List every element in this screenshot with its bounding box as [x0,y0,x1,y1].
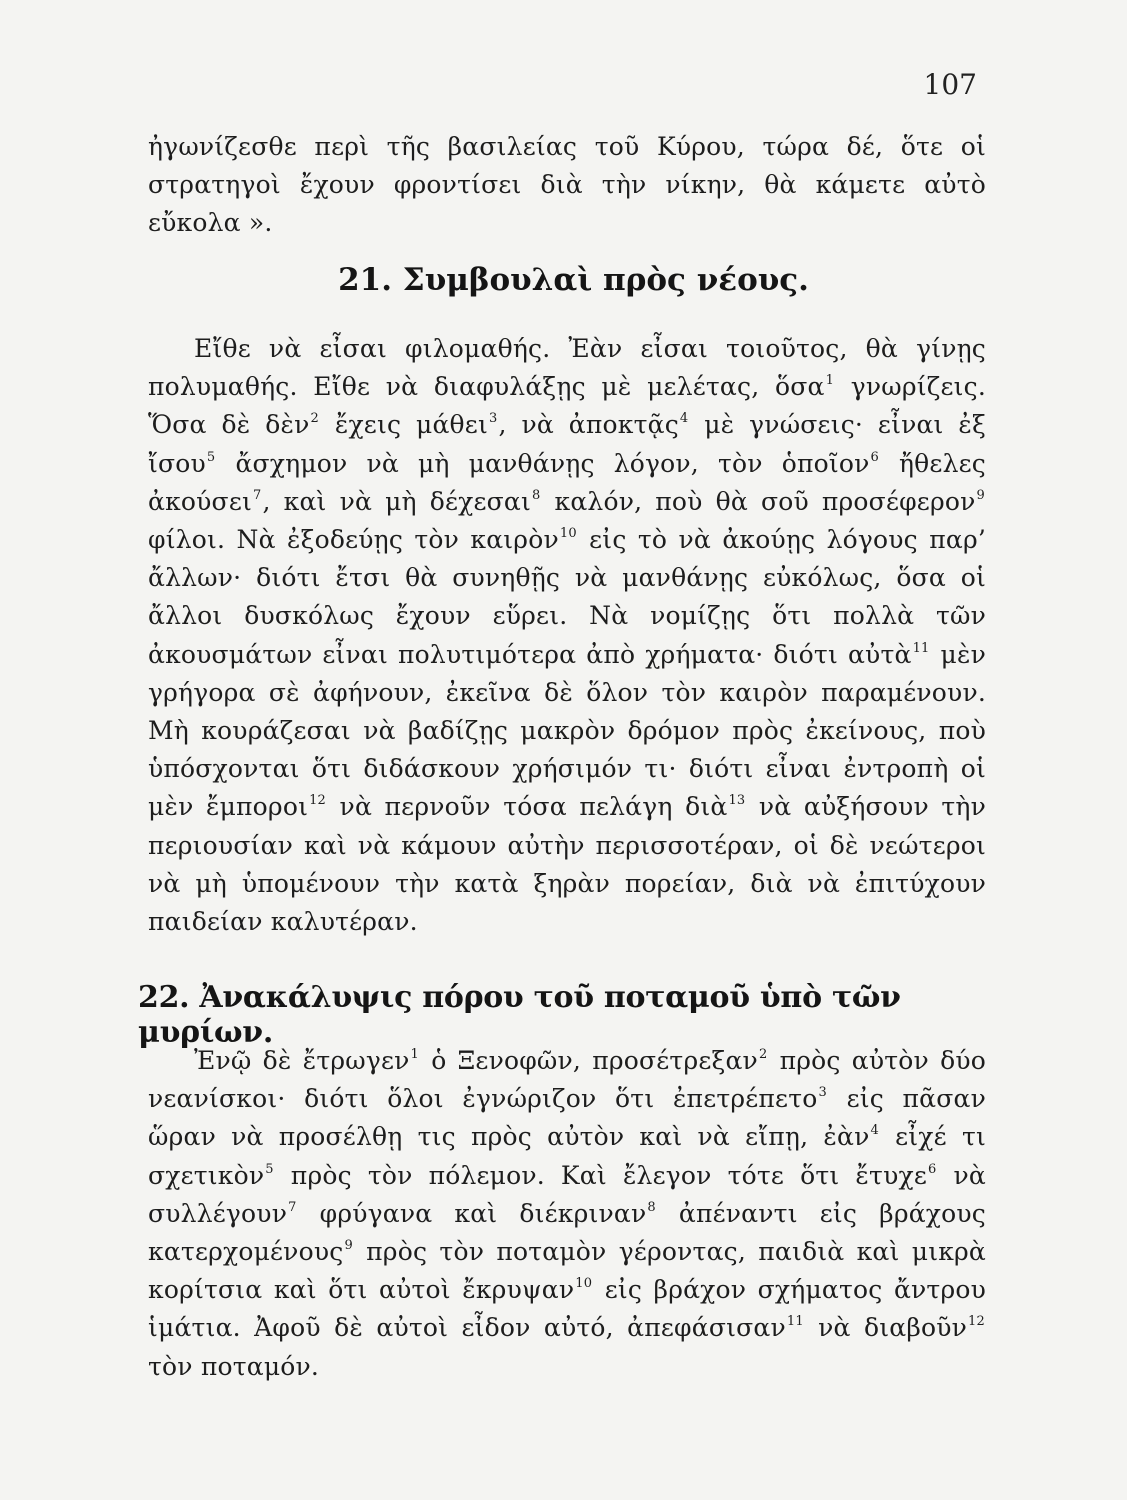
text-segment: πρὸς τὸν πόλεμον. Καὶ ἔλεγον τότε ὅτι ἔτυχε [274,1160,927,1190]
footnote-marker: 4 [870,1123,879,1139]
section-21-paragraph [148,330,986,941]
footnote-marker: 5 [265,1161,274,1177]
footnote-marker: 2 [758,1047,768,1062]
section-21-heading: 21. Συμβουλαὶ πρὸς νέους. [338,262,809,298]
text-segment: ἀπέναντι εἰς βράχους κατερχομένους [148,1198,986,1267]
text-segment: γνωρίζεις. Ὅσα δὲ δὲν [148,372,986,440]
text-segment: νὰ διαβοῦν [804,1313,968,1343]
text-segment: εἶχέ τι σχετικὸν [148,1122,987,1190]
footnote-marker: 9 [344,1238,353,1254]
text-segment: ἔχεις μάθει [319,410,488,440]
footnote-marker: 13 [728,793,746,809]
text-segment: νὰ αὐξήσουν τὴν περιουσίαν καὶ νὰ κάμουν αὐτὴν περισσοτέραν, οἱ δὲ νεώτεροι νὰ μὴ ὑπομένουν τὴν κατὰ ξηρὰν πορείαν, διὰ νὰ ἐπιτύχουν παιδείαν καλυτέραν. [148,792,986,937]
footnote-marker: 2 [310,411,319,427]
footnote-marker: 9 [976,487,985,503]
continuation-text [148,128,986,243]
footnote-marker: 5 [206,449,216,465]
text-segment: τὸν ποταμόν. [148,1351,320,1381]
text-segment: ἄσχημον νὰ μὴ μανθάνῃς λόγον, τὸν ὁποῖον [216,448,870,478]
section-21-body [148,330,986,941]
text-segment: ἤθελες ἀκούσει [148,448,986,516]
footnote-marker: 1 [825,373,835,389]
section-22-paragraph [148,1042,986,1386]
section-22-body [148,1042,986,1386]
text-segment: μὲν γρήγορα σὲ ἀφήνουν, ἐκεῖνα δὲ ὅλον τὸν καιρὸν παραμένουν. Μὴ κουράζεσαι νὰ βαδίζῃς μακρὸν δρόμον πρὸς ἐκείνους, ποὺ ὑπόσχονται ὅτι διδάσκουν χρήσιμόν τι· διότι εἶναι ἐντροπὴ οἱ μὲν ἔμποροι [148,639,986,822]
text-segment: φρύγανα καὶ διέκριναν [297,1198,647,1228]
footnote-marker: 11 [786,1314,804,1330]
footnote-marker: 7 [288,1199,297,1215]
text-segment: νὰ συλλέγουν [148,1160,986,1228]
footnote-marker: 1 [410,1047,420,1062]
footnote-marker: 12 [968,1314,985,1330]
text-segment: καλόν, ποὺ θὰ σοῦ προσέφερον [541,486,976,516]
footnote-marker: 10 [559,526,577,542]
footnote-marker: 4 [679,411,689,427]
footnote-marker: 3 [818,1085,827,1101]
footnote-marker: 10 [575,1276,593,1292]
text-segment: , καὶ νὰ μὴ δέχεσαι [262,486,531,516]
footnote-marker: 6 [870,449,879,465]
text-segment: Ἐνῷ δὲ ἔτρωγεν [194,1046,410,1075]
text-segment: πρὸς αὐτὸν δύο νεανίσκοι· διότι ὅλοι ἐγνώριζον ὅτι ἐπετρέπετο [148,1046,986,1114]
text-segment: ὁ Ξενοφῶν, προσέτρεξαν [420,1046,758,1075]
continuation-paragraph: ἠγωνίζεσθε περὶ τῆς βασιλείας τοῦ Κύρου, τώρα δέ, ὅτε οἱ στρατηγοὶ ἔχουν φροντίσει διὰ τὴν νίκην, θὰ κάμετε αὐτὸ εὔκολα ». [148,132,986,238]
footnote-marker: 7 [252,487,262,503]
footnote-marker: 8 [532,487,541,503]
footnote-marker: 8 [647,1199,656,1215]
text-segment: μὲ γνώσεις· εἶναι ἐξ ἴσου [148,410,986,478]
text-segment: Εἴθε νὰ εἶσαι φιλομαθής. Ἐὰν εἶσαι τοιοῦτος, θὰ γίνῃς πολυμαθής. Εἴθε νὰ διαφυλάξῃς μὲ μελέτας, ὅσα [148,334,986,402]
text-segment: πρὸς τὸν ποταμὸν γέροντας, παιδιὰ καὶ μικρὰ κορίτσια καὶ ὅτι αὐτοὶ ἔκρυψαν [148,1237,986,1305]
text-segment: εἰς πᾶσαν ὥραν νὰ προσέλθῃ τις πρὸς αὐτὸν καὶ νὰ εἴπῃ, ἐὰν [148,1084,987,1152]
footnote-marker: 11 [912,640,930,656]
footnote-marker: 12 [309,793,327,809]
footnote-marker: 6 [927,1161,937,1177]
text-segment: νὰ περνοῦν τόσα πελάγη διὰ [327,792,728,822]
text-segment: εἰς τὸ νὰ ἀκούῃς λόγους παρ’ ἄλλων· διότι ἔτσι θὰ συνηθῇς νὰ μανθάνῃς εὐκόλως, ὅσα οἱ ἄλλοι δυσκόλως ἔχουν εὕρει. Νὰ νομίζῃς ὅτι πολλὰ τῶν ἀκουσμάτων εἶναι πολυτιμότερα ἀπὸ χρήματα· διότι αὐτὰ [148,525,986,669]
text-segment: εἰς βράχον σχήματος ἄντρου ἱμάτια. Ἀφοῦ δὲ αὐτοὶ εἶδον αὐτό, ἀπεφάσισαν [148,1275,986,1343]
text-segment: φίλοι. Νὰ ἐξοδεύῃς τὸν καιρὸν [148,525,559,555]
text-segment: , νὰ ἀποκτᾷς [498,410,679,440]
footnote-marker: 3 [488,411,498,427]
page-number: 107 [923,68,977,101]
section-22-heading: 22. Ἀνακάλυψις πόρου τοῦ ποταμοῦ ὑπὸ τῶν μυρίων. [138,980,901,1050]
